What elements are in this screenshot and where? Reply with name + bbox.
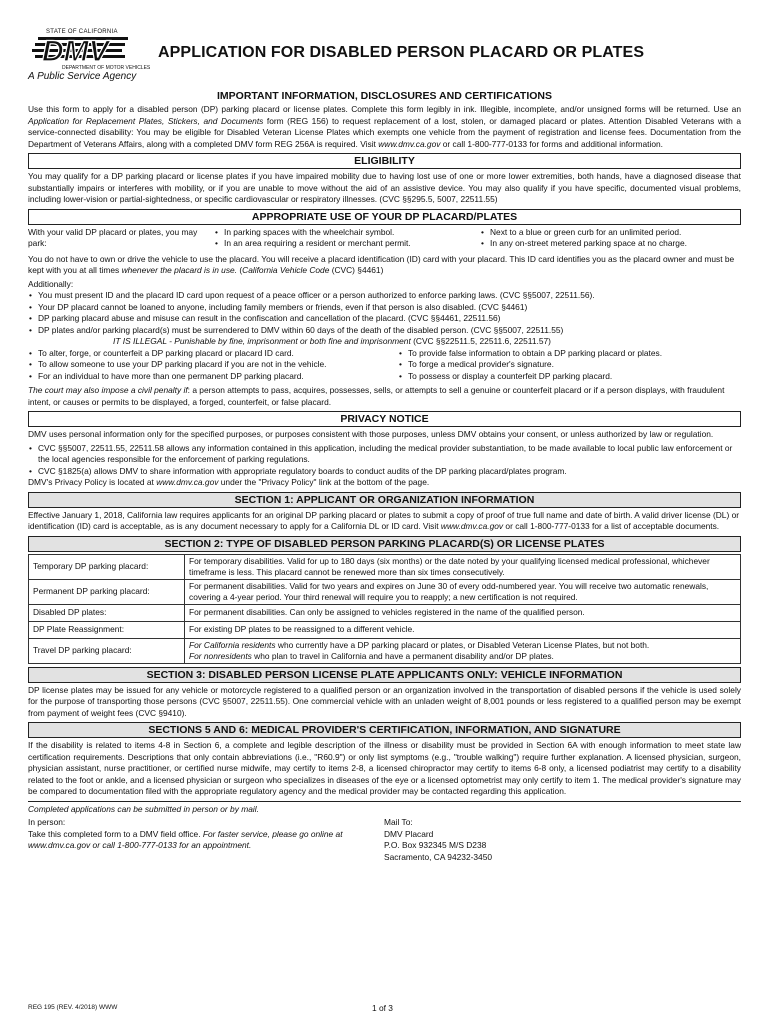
park-options: [28, 227, 741, 250]
row-label: Permanent DP parking placard:: [29, 579, 185, 604]
row-text: For temporary disabilities. Valid for up to 180 days (six months) or the date noted by your qualifying licensed medical professional, whichever timeframe is less. This placard cannot be renewed more than six times consecutively.: [185, 554, 741, 579]
section3-heading: SECTION 3: DISABLED PERSON LICENSE PLATE APPLICANTS ONLY: VEHICLE INFORMATION: [28, 667, 741, 683]
agency-tagline: A Public Service Agency: [28, 71, 137, 82]
form-number: REG 195 (REV. 4/2018) WWW: [28, 1004, 118, 1011]
mail-block: [384, 817, 492, 863]
section56-heading: SECTIONS 5 AND 6: MEDICAL PROVIDER'S CERTIFICATION, INFORMATION, AND SIGNATURE: [28, 722, 741, 738]
civil-penalty-text: The court may also impose a civil penalty if: a person attempts to pass, acquires, possesses, sells, or attempts to sell a genuine or counterfeit placard or if a person displays, with fraudulent intent, or causes or permits to be displayed, a forged, counterfeit, or false placard.: [28, 385, 725, 407]
list-item: • CVC §§5007, 22511.55, 22511.58 allows any information contained in this application, including the medical provider substantiation, to be made available to local public law enforcement or the local agencies responsible for the enforcement of parking regulations.: [28, 443, 741, 466]
submission-columns: [28, 817, 741, 863]
privacy-policy-text: DMV's Privacy Policy is located at www.dmv.ca.gov under the "Privacy Policy" link at the bottom of the page.: [28, 477, 430, 487]
row-label: Travel DP parking placard:: [29, 638, 185, 663]
list-item: • Next to a blue or green curb for an unlimited period.: [480, 227, 687, 239]
section2-heading: SECTION 2: TYPE OF DISABLED PERSON PARKING PLACARD(S) OR LICENSE PLATES: [28, 536, 741, 552]
form-header: [28, 28, 741, 88]
completed-text: Completed applications can be submitted in person or by mail.: [28, 803, 259, 814]
privacy-list: [28, 443, 741, 478]
list-item: • Your DP placard cannot be loaned to anyone, including family members or friends, even if that person is also disabled. (CVC §4461): [28, 302, 741, 314]
mail-line: Sacramento, CA 94232-3450: [384, 851, 493, 862]
list-item: • To alter, forge, or counterfeit a DP parking placard or placard ID card.: [28, 348, 398, 360]
eligibility-text: You may qualify for a DP parking placard or license plates if you have impaired mobility due to having lost use of one or more lower extremities, both hands, have a diagnosed disease that substantially impairs or interferes with mobility, or if you are unable to move without the aid of an assistive device. You may also qualify if you have specific, documented visual problems, including lower-vision or partial-sightedness, or specific cardiovascular or respiratory illnesses. (CVC §§295.5, 5007, 22511.55): [28, 171, 741, 204]
park-list-1: [214, 227, 480, 250]
illegal-list-2: [398, 348, 662, 383]
list-item: • To possess or display a counterfeit DP parking placard.: [398, 371, 662, 383]
section1-url-link[interactable]: www.dmv.ca.gov: [440, 521, 504, 531]
section1-text: Effective January 1, 2018, California law requires applicants for an original DP parking placard or plates to submit a copy of proof of true full name and date of birth. A valid driver license (DL) or identification (ID) card is acceptable, as is any document necessary to apply for a California DL or ID card. Visit www.dmv.ca.gov or call 1-800-777-0133 for a list of acceptable documents.: [28, 509, 740, 531]
section1-heading: SECTION 1: APPLICANT OR ORGANIZATION INFORMATION: [28, 492, 741, 508]
park-lead: With your valid DP placard or plates, you may park:: [28, 226, 198, 248]
list-item: • In any on-street metered parking space at no charge.: [480, 238, 687, 250]
list-item: • DP parking placard abuse and misuse can result in the confiscation and cancellation of the placard. (CVC §§4461, 22511.56): [28, 313, 741, 325]
section56-text: If the disability is related to items 4-8 in Section 6, a complete and legible description of the illness or disability must be provided in Section 6A with enough information to meet state law certification requirements. Descriptions that only contain abbreviations (i.e., "R60.9") or only list symptoms (e.g., "trouble walking") require further explanation. A licensed physician, surgeon, physician assistant, nurse practitioner, or certified nurse midwife, may certify to items 2-8, a licensed chiropractor may certify to items 6-8 only, a licensed podiatrist may certify to a disability related to the foot or ankle, and a licensed physician or surgeon who specializes in diseases of the eye or a licensed optometrist may only certify to item 1. The medical provider's signature may be compared to documentation filed with the appropriate regulatory agency and the medical provider may be contacted regarding this application.: [28, 740, 741, 796]
row-text: For permanent disabilities. Valid for two years and expires on June 30 of every odd-numbered year. You will receive two automatic renewals, covering a 4-year period. Your third renewal will require you to reapply; a new certification is not required.: [185, 579, 741, 604]
dmv-logo-icon: [32, 34, 130, 66]
row-text: For permanent disabilities. Can only be assigned to vehicles registered in the name of the qualified person.: [185, 604, 741, 621]
table-row: [29, 638, 741, 663]
privacy-url-link[interactable]: www.dmv.ca.gov: [156, 477, 219, 487]
illegal-list-1: [28, 348, 398, 383]
placard-id-text: You do not have to own or drive the vehicle to use the placard. You will receive a placard identification (ID) card with your placard. This ID card identifies you as the placard owner and must be kept with you at all times whenever the placard is in use. (California Vehicle Code (CVC) §4461): [28, 253, 735, 275]
list-item: • You must present ID and the placard ID card upon request of a peace officer or a person authorized to enforce parking laws. (CVC §§5007, 22511.56).: [28, 290, 741, 302]
form-page: [28, 28, 741, 863]
list-item: • In parking spaces with the wheelchair symbol.: [214, 227, 480, 239]
table-row: [29, 579, 741, 604]
privacy-text: DMV uses personal information only for the specified purposes, or purposes consistent with those purposes, unless DMV obtains your consent, or unless authorized by law or regulation.: [28, 429, 714, 439]
table-row: [29, 554, 741, 579]
in-person-text: Take this completed form to a DMV field office. For faster service, please go online at www.dmv.ca.gov or call 1-800-777-0133 for an appointment.: [28, 828, 343, 850]
section3-text: DP license plates may be issued for any vehicle or motorcycle registered to a qualified person or an organization involved in the transportation of disabled persons if the vehicle is used solely for the purpose of transporting those persons (CVC §5007, 22511.55). One commercial vehicle with an unladen weight of 8,001 pounds or less registered to a qualified person may be exempt from payment of weight fees (CVC §9410).: [28, 684, 741, 718]
submission-info: [28, 801, 741, 864]
list-item: • For an individual to have more than one permanent DP parking placard.: [28, 371, 398, 383]
placard-types-table: [28, 554, 741, 664]
row-text: For existing DP plates to be reassigned to a different vehicle.: [185, 621, 741, 638]
appointment-url-link[interactable]: www.dmv.ca.gov: [28, 840, 91, 850]
illegal-heading: IT IS ILLEGAL - Punishable by fine, imprisonment or both fine and imprisonment (CVC §§22511.5, 22511.6, 22511.57): [113, 336, 551, 346]
mail-label: Mail To:: [384, 817, 413, 827]
logo-text: DMV: [42, 35, 109, 66]
list-item: • To allow someone to use your DP parking placard if you are not in the vehicle.: [28, 359, 398, 371]
row-label: Disabled DP plates:: [29, 604, 185, 621]
page-title: APPLICATION FOR DISABLED PERSON PLACARD OR PLATES: [158, 44, 645, 61]
row-label: DP Plate Reassignment:: [29, 621, 185, 638]
table-row: [29, 604, 741, 621]
park-list-2: [480, 227, 687, 250]
mail-line: P.O. Box 932345 M/S D238: [384, 840, 487, 850]
page-number: 1 of 3: [372, 1003, 393, 1013]
logo-dept-text: DEPARTMENT OF MOTOR VEHICLES: [62, 65, 151, 71]
list-item: • To provide false information to obtain a DP parking placard or plates.: [398, 348, 662, 360]
list-item: • In an area requiring a resident or merchant permit.: [214, 238, 480, 250]
dmv-logo: [32, 30, 152, 76]
dmv-url-link[interactable]: www.dmv.ca.gov: [378, 138, 441, 149]
logo-state-text: STATE OF CALIFORNIA: [46, 29, 118, 35]
mail-line: DMV Placard: [384, 828, 434, 839]
row-label: Temporary DP parking placard:: [29, 554, 185, 579]
list-item: • CVC §1825(a) allows DMV to share information with appropriate regulatory boards to conduct audits of the DP parking placard/plates program.: [28, 466, 741, 478]
important-heading: IMPORTANT INFORMATION, DISCLOSURES AND CERTIFICATIONS: [216, 90, 552, 102]
additionally-label: Additionally:: [28, 278, 74, 289]
appropriate-use-heading: APPROPRIATE USE OF YOUR DP PLACARD/PLATES: [28, 209, 741, 225]
table-row: [29, 621, 741, 638]
list-item: • DP plates and/or parking placard(s) must be surrendered to DMV within 60 days of the death of the disabled person. (CVC §§5007, 22511.55): [28, 325, 741, 337]
row-text: For California residents who currently have a DP parking placard or plates, or Disabled Veteran License Plates, but not both. For nonresidents who plan to travel in California and have a permanent disability and/or DP plates.: [185, 638, 741, 663]
privacy-heading: PRIVACY NOTICE: [28, 411, 741, 427]
important-text: Use this form to apply for a disabled person (DP) parking placard or license plates. Complete this form legibly in ink. Illegible, incomplete, and/or unsigned forms will be returned. Use an Application for Replacement Plates, Stickers, and Documents form (REG 156) to request replacement of a lost, stolen, or damaged placard or plates. Attention Disabled Veterans with a service-connected disability: You may be eligible for Disabled Veteran License Plates which exempts one vehicle from the payment of registration and license fees. Documentation from the Department of Veterans Affairs, along with a completed DMV form REG 256A is required. Visit www.dmv.ca.gov or call 1-800-777-0133 for forms and additional information.: [28, 104, 741, 149]
illegal-lists: [28, 348, 741, 383]
in-person-label: In person:: [28, 817, 66, 827]
in-person-block: [28, 817, 384, 863]
additional-rules: [28, 290, 741, 336]
list-item: • To forge a medical provider's signature.: [398, 359, 662, 371]
eligibility-heading: ELIGIBILITY: [28, 153, 741, 169]
